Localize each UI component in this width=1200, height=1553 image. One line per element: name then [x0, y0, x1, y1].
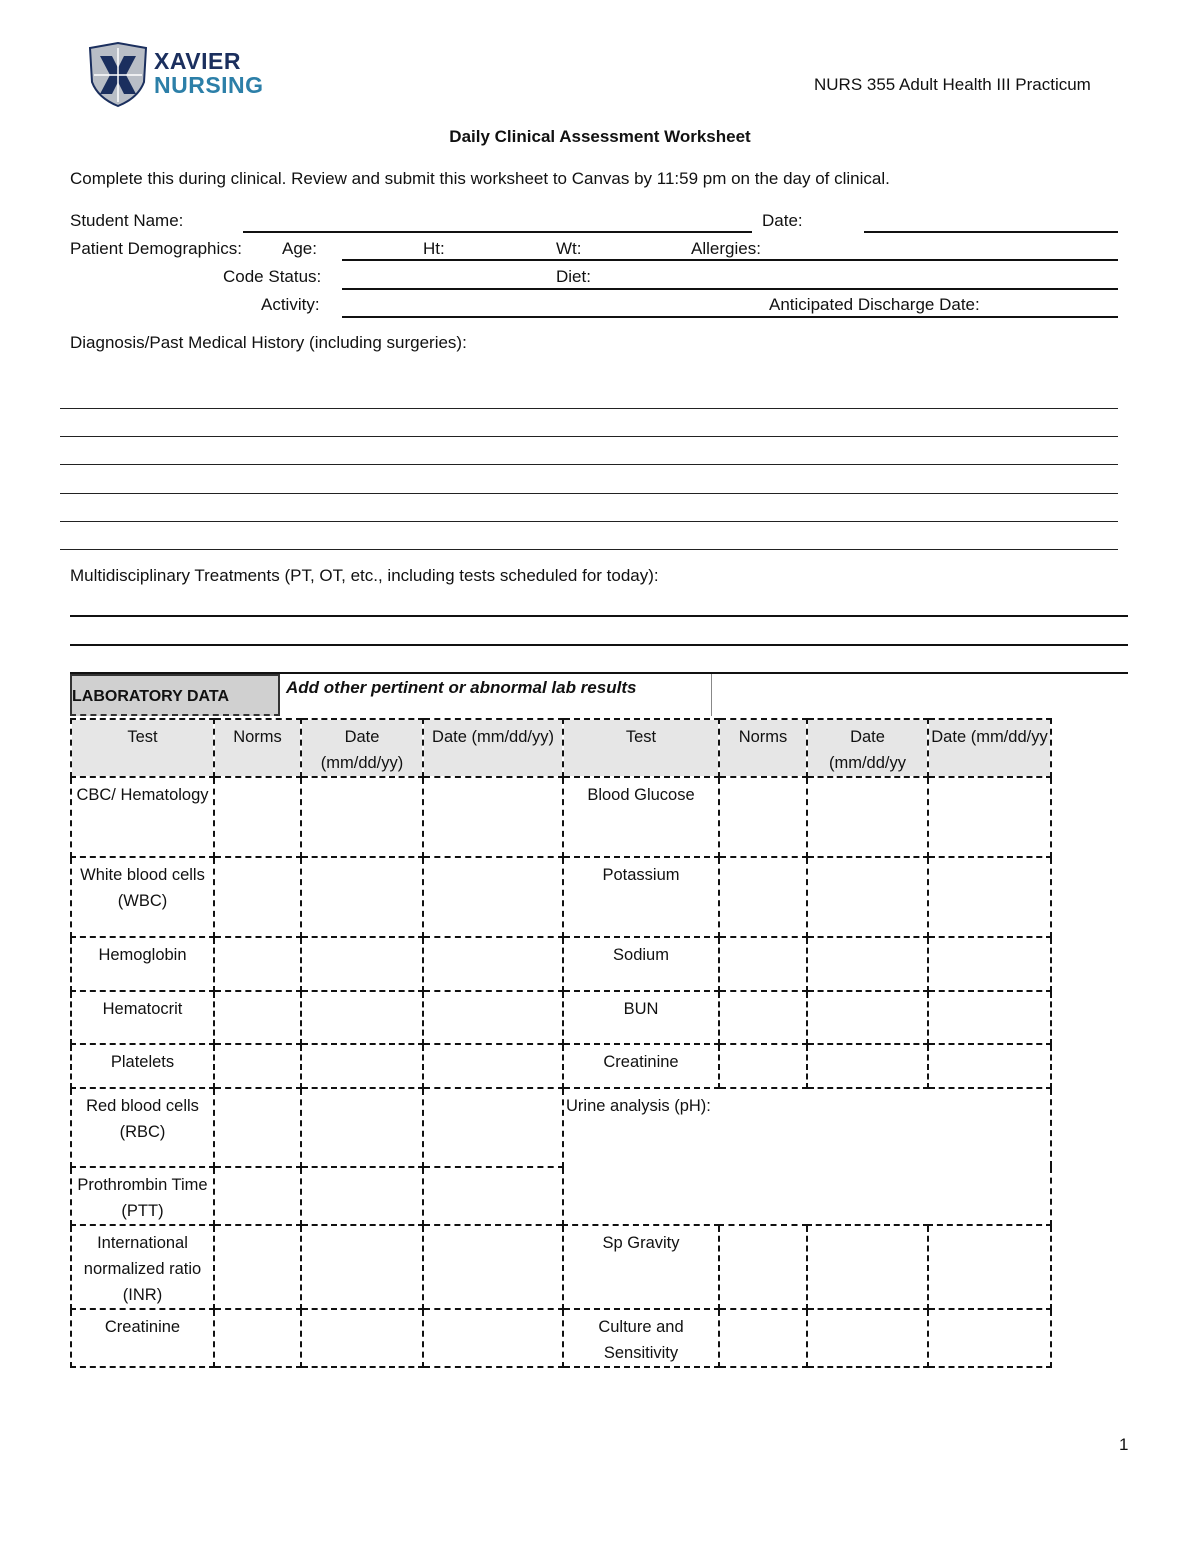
column-header: Date (mm/dd/yy — [928, 719, 1051, 777]
test-name: Hematocrit — [71, 991, 214, 1044]
student-name-label: Student Name: — [70, 211, 184, 230]
norms-cell[interactable] — [214, 1309, 301, 1367]
date-cell[interactable] — [423, 991, 563, 1044]
test-name: Prothrombin Time (PTT) — [71, 1167, 214, 1225]
date-cell[interactable] — [807, 991, 928, 1044]
diet-label: Diet: — [556, 267, 591, 286]
test-name: Platelets — [71, 1044, 214, 1088]
date-cell[interactable] — [928, 857, 1051, 937]
allergies-label: Allergies: — [691, 239, 761, 258]
test-name: CBC/ Hematology — [71, 777, 214, 857]
table-row — [71, 1309, 1051, 1367]
date-cell[interactable] — [928, 1225, 1051, 1309]
date-cell[interactable] — [301, 777, 423, 857]
test-name: Creatinine — [563, 1044, 719, 1088]
table-row — [71, 1088, 1051, 1167]
page-number: 1 — [1119, 1435, 1129, 1454]
date-cell[interactable] — [423, 937, 563, 991]
date-label: Date: — [762, 211, 803, 230]
date-cell[interactable] — [301, 1309, 423, 1367]
date-cell[interactable] — [928, 937, 1051, 991]
date-cell[interactable] — [807, 1225, 928, 1309]
date-cell[interactable] — [423, 777, 563, 857]
activity-discharge-field[interactable] — [342, 316, 1118, 318]
test-name: Hemoglobin — [71, 937, 214, 991]
shield-icon — [86, 42, 150, 108]
wt-label: Wt: — [556, 239, 582, 258]
diagnosis-label: Diagnosis/Past Medical History (including surgeries): — [70, 333, 467, 352]
column-header: Test — [71, 719, 214, 777]
date-cell[interactable] — [928, 1309, 1051, 1367]
diagnosis-line[interactable] — [60, 464, 1118, 465]
column-header: Norms — [214, 719, 301, 777]
test-name: Creatinine — [71, 1309, 214, 1367]
column-header: Test — [563, 719, 719, 777]
code-status-label: Code Status: — [223, 267, 322, 286]
date-cell[interactable] — [807, 937, 928, 991]
norms-cell[interactable] — [719, 937, 807, 991]
instructions: Complete this during clinical. Review and submit this worksheet to Canvas by 11:59 pm on the day of clinical. — [70, 169, 890, 188]
table-row — [71, 777, 1051, 857]
norms-cell[interactable] — [214, 777, 301, 857]
diagnosis-line[interactable] — [60, 493, 1118, 494]
treatments-label: Multidisciplinary Treatments (PT, OT, etc., including tests scheduled for today): — [70, 566, 659, 585]
date-cell[interactable] — [423, 857, 563, 937]
date-cell[interactable] — [301, 1225, 423, 1309]
norms-cell[interactable] — [719, 991, 807, 1044]
date-cell[interactable] — [301, 991, 423, 1044]
table-row — [71, 1225, 1051, 1309]
date-cell[interactable] — [423, 1225, 563, 1309]
table-row — [71, 1044, 1051, 1088]
date-field[interactable] — [864, 231, 1118, 233]
date-cell[interactable] — [301, 1167, 423, 1225]
test-name: Culture and Sensitivity — [563, 1309, 719, 1367]
table-header-row — [71, 719, 1051, 777]
date-cell[interactable] — [807, 857, 928, 937]
test-name: BUN — [563, 991, 719, 1044]
test-name: White blood cells (WBC) — [71, 857, 214, 937]
discharge-date-label: Anticipated Discharge Date: — [769, 295, 980, 314]
column-header: Date (mm/dd/yy) — [301, 719, 423, 777]
date-cell[interactable] — [807, 777, 928, 857]
column-header: Date (mm/dd/yy) — [423, 719, 563, 777]
student-name-field[interactable] — [243, 231, 752, 233]
date-cell[interactable] — [807, 1044, 928, 1088]
date-cell[interactable] — [301, 937, 423, 991]
lab-table — [70, 718, 1052, 1368]
norms-cell[interactable] — [719, 1225, 807, 1309]
test-name: Sp Gravity — [563, 1225, 719, 1309]
activity-label: Activity: — [261, 295, 320, 314]
ht-label: Ht: — [423, 239, 445, 258]
norms-cell[interactable] — [214, 1225, 301, 1309]
date-cell[interactable] — [301, 1044, 423, 1088]
test-name: Potassium — [563, 857, 719, 937]
date-cell[interactable] — [423, 1167, 563, 1225]
date-cell[interactable] — [423, 1309, 563, 1367]
table-row — [71, 991, 1051, 1044]
date-cell[interactable] — [928, 777, 1051, 857]
column-header: Date (mm/dd/yy — [807, 719, 928, 777]
date-cell[interactable] — [301, 1088, 423, 1167]
patient-demographics-label: Patient Demographics: — [70, 239, 242, 258]
test-name: International normalized ratio (INR) — [71, 1225, 214, 1309]
norms-cell[interactable] — [214, 857, 301, 937]
urine-analysis-cell[interactable]: Urine analysis (pH): — [563, 1088, 1051, 1225]
norms-cell[interactable] — [719, 857, 807, 937]
norms-cell[interactable] — [214, 1044, 301, 1088]
test-name: Sodium — [563, 937, 719, 991]
test-name: Red blood cells (RBC) — [71, 1088, 214, 1167]
norms-cell[interactable] — [214, 991, 301, 1044]
date-cell[interactable] — [423, 1044, 563, 1088]
date-cell[interactable] — [807, 1309, 928, 1367]
norms-cell[interactable] — [214, 1088, 301, 1167]
norms-cell[interactable] — [719, 1044, 807, 1088]
norms-cell[interactable] — [214, 937, 301, 991]
diagnosis-line[interactable] — [60, 549, 1118, 550]
table-row — [71, 857, 1051, 937]
age-label: Age: — [282, 239, 317, 258]
xavier-nursing-logo — [86, 42, 266, 108]
date-cell[interactable] — [423, 1088, 563, 1167]
demographics-field[interactable] — [342, 259, 1118, 261]
lab-note: Add other pertinent or abnormal lab results — [282, 674, 712, 716]
norms-cell[interactable] — [719, 777, 807, 857]
column-header: Norms — [719, 719, 807, 777]
page-title: Daily Clinical Assessment Worksheet — [449, 127, 751, 146]
logo-line1: XAVIER — [154, 48, 241, 74]
date-cell[interactable] — [928, 1044, 1051, 1088]
logo-line2: NURSING — [154, 72, 264, 98]
diagnosis-line[interactable] — [60, 521, 1118, 522]
treatments-line[interactable] — [70, 615, 1128, 617]
treatments-line[interactable] — [70, 644, 1128, 646]
norms-cell[interactable] — [719, 1309, 807, 1367]
norms-cell[interactable] — [214, 1167, 301, 1225]
date-cell[interactable] — [301, 857, 423, 937]
date-cell[interactable] — [928, 991, 1051, 1044]
course-header: NURS 355 Adult Health III Practicum — [814, 75, 1091, 94]
table-row — [71, 937, 1051, 991]
test-name: Blood Glucose — [563, 777, 719, 857]
diagnosis-line[interactable] — [60, 436, 1118, 437]
diagnosis-line[interactable] — [60, 408, 1118, 409]
lab-data-heading: LABORATORY DATA — [70, 674, 280, 716]
code-status-diet-field[interactable] — [342, 288, 1118, 290]
